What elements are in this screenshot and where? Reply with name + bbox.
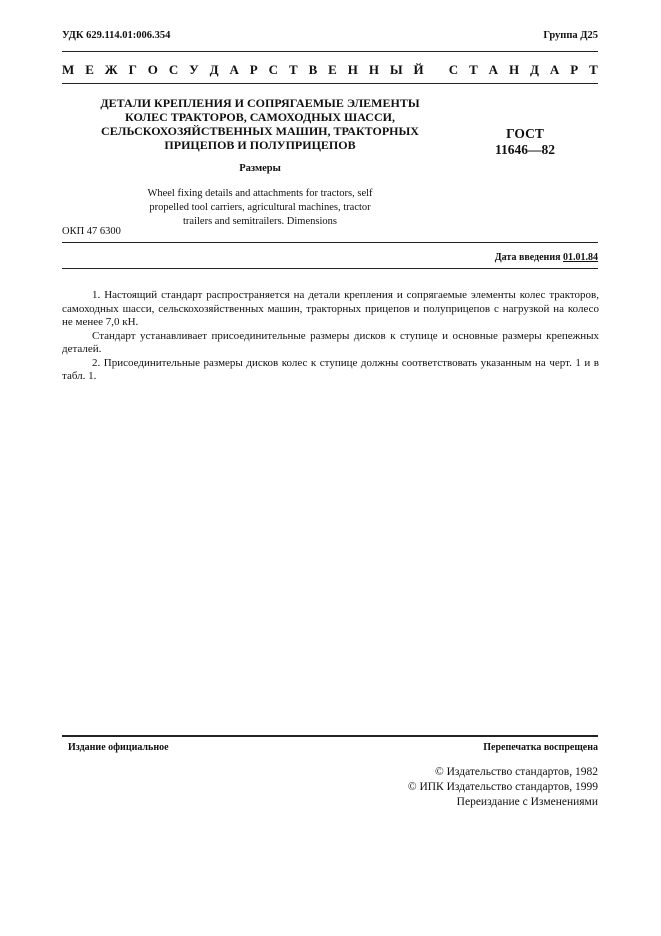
banner-letter: Д <box>530 62 539 77</box>
banner-letter: В <box>308 62 318 77</box>
banner-letter: Р <box>570 62 579 77</box>
title-line: ДЕТАЛИ КРЕПЛЕНИЯ И СОПРЯГАЕМЫЕ ЭЛЕМЕНТЫ <box>100 96 420 110</box>
banner-letter: Н <box>368 62 379 77</box>
paragraph: Стандарт устанавливает присоединительные размеры дисков к ступице и основные размеры крепежных деталей. <box>62 329 599 355</box>
okp-code: ОКП 47 6300 <box>62 226 121 237</box>
date-label: Дата введения <box>494 252 561 263</box>
effective-date <box>495 252 598 263</box>
banner-letter: Й <box>413 62 424 77</box>
group-code: Группа Д25 <box>543 30 598 41</box>
date-value: 01.01.84 <box>563 252 598 263</box>
banner-letter: Ы <box>389 62 403 77</box>
banner-letter: А <box>549 62 560 77</box>
banner-letter: Р <box>249 62 258 77</box>
header-bottom-rule <box>62 242 598 243</box>
reissue-note: Переиздание с Изменениями <box>456 796 598 808</box>
banner-letter: Н <box>508 62 520 77</box>
document-title <box>90 96 430 152</box>
date-rule <box>62 268 598 269</box>
banner-letter: С <box>168 62 179 77</box>
banner-space <box>435 62 438 78</box>
official-edition-label: Издание официальное <box>68 742 169 753</box>
copyright-block <box>408 765 598 810</box>
banner-letter: М <box>62 62 75 77</box>
banner-letter: Е <box>85 62 94 77</box>
banner-letter: У <box>189 62 199 77</box>
top-rule <box>62 51 598 52</box>
banner-letter: Д <box>209 62 219 77</box>
gost-label: ГОСТ <box>506 126 544 141</box>
english-title-line: trailers and semitrailers. Dimensions <box>183 216 337 227</box>
banner-letter: А <box>488 62 499 77</box>
body-text <box>62 289 599 384</box>
copyright-line: © ИПК Издательство стандартов, 1999 <box>407 781 598 793</box>
gost-designation <box>470 126 580 158</box>
paragraph: 1. Настоящий стандарт распространяется на детали крепления и сопрягаемые элементы колес тракторов, самоходных шасси, сельскохозяйственных машин, тракторных прицепов и полуприцепов с нагрузкой на колесо не менее 7,0 кН. <box>62 289 599 328</box>
banner-letter: Т <box>469 62 478 77</box>
banner-letter: Т <box>589 62 598 77</box>
banner-letter: Т <box>288 62 298 77</box>
banner-letter: А <box>229 62 239 77</box>
title-line: ПРИЦЕПОВ И ПОЛУПРИЦЕПОВ <box>164 138 356 152</box>
banner-letter: Н <box>347 62 358 77</box>
title-line: СЕЛЬСКОХОЗЯЙСТВЕННЫХ МАШИН, ТРАКТОРНЫХ <box>101 124 419 138</box>
banner-rule <box>62 83 598 84</box>
footer-rule <box>62 735 598 737</box>
document-subtitle: Размеры <box>239 163 281 174</box>
title-line: КОЛЕС ТРАКТОРОВ, САМОХОДНЫХ ШАССИ, <box>125 110 395 124</box>
banner-letter: С <box>268 62 279 77</box>
banner-letter: С <box>448 62 459 77</box>
english-title-line: Wheel fixing details and attachments for tractors, self <box>147 188 373 199</box>
english-title <box>120 187 400 229</box>
banner-letter: О <box>147 62 158 77</box>
paragraph: 2. Присоединительные размеры дисков колес к ступице должны соответствовать указанным на черт. 1 и в табл. 1. <box>62 356 599 382</box>
interstate-standard-banner <box>62 62 598 78</box>
reprint-prohibited-label: Перепечатка воспрещена <box>483 742 598 753</box>
udk-code: УДК 629.114.01:006.354 <box>62 30 171 41</box>
banner-letter: Г <box>128 62 137 77</box>
banner-letter: Ж <box>104 62 118 77</box>
english-title-line: propelled tool carriers, agricultural machines, tractor <box>149 202 371 213</box>
copyright-line: © Издательство стандартов, 1982 <box>434 766 598 778</box>
gost-number: 11646—82 <box>494 142 555 157</box>
banner-letter: Е <box>328 62 337 77</box>
